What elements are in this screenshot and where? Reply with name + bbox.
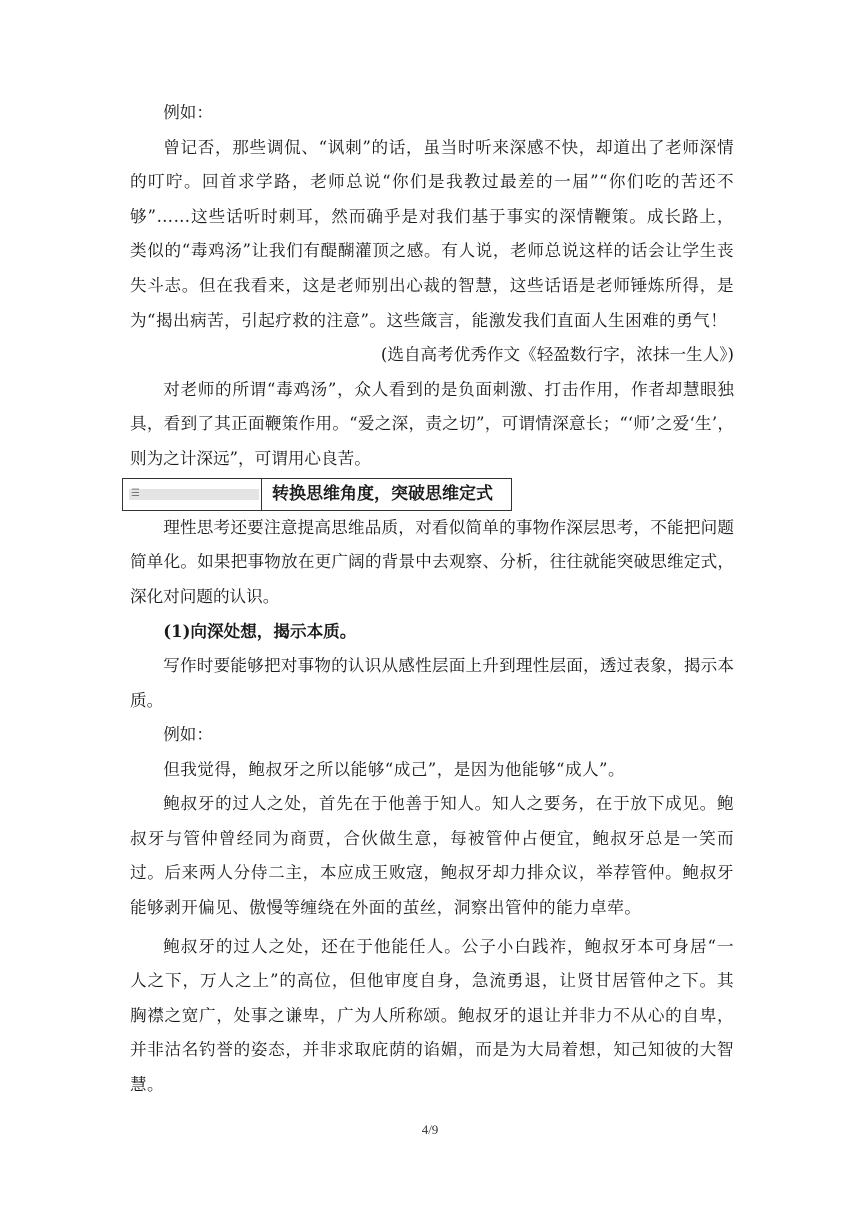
section-heading-box: [122, 478, 512, 511]
example-source: (选自高考优秀作文《轻盈数行字，浓抹一生人》): [380, 345, 734, 365]
example-label-2: 例如：: [163, 725, 213, 745]
commentary-paragraph: 对老师的所谓“毒鸡汤”，众人看到的是负面刺激、打击作用，作者却慧眼独具，看到了其正面鞭策作用。“爱之深，责之切”，可谓情深意长；“‘师’之爱‘生’，则为之计深远”，可谓用心良苦。: [130, 379, 734, 468]
section-tab: [123, 479, 262, 510]
section-title: 转换思维角度，突破思维定式: [272, 483, 493, 504]
list-icon: ☰: [131, 487, 140, 499]
point-heading-1: (1)向深处想，揭示本质。: [163, 621, 357, 642]
page-number: 4/9: [421, 1122, 439, 1137]
example-paragraph-2a: 但我觉得，鲍叔牙之所以能够“成己”，是因为他能够“成人”。: [163, 759, 626, 779]
example-paragraph-2c: 鲍叔牙的过人之处，还在于他能任人。公子小白践祚，鲍叔牙本可身居“一人之下，万人之上”的高位，但他审度自身，急流勇退，让贤甘居管仲之下。其胸襟之宽广，处事之谦卑，广为人所称颂。鲍叔牙的退让并非力不从心的自卑，并非沽名钓誉的姿态，并非求取庇荫的谄媚，而是为大局着想，知己知彼的大智慧。: [130, 936, 734, 1095]
example-label-1: 例如：: [163, 103, 213, 122]
section-tab-bar: [129, 489, 259, 500]
document-page: [130, 96, 734, 1103]
point-paragraph-1: 写作时要能够把对事物的认识从感性层面上升到理性层面，透过表象，揭示本质。: [130, 655, 734, 710]
intro-paragraph: 理性思考还要注意提高思维品质，对看似简单的事物作深层思考，不能把问题简单化。如果把事物放在更广阔的背景中去观察、分析，往往就能突破思维定式，深化对问题的认识。: [130, 517, 734, 606]
example-paragraph-2b: 鲍叔牙的过人之处，首先在于他善于知人。知人之要务，在于放下成见。鲍叔牙与管仲曾经同为商贾，合伙做生意，每被管仲占便宜，鲍叔牙总是一笑而过。后来两人分侍二主，本应成王败寇，鲍叔牙却力排众议，举荐管仲。鲍叔牙能够剥开偏见、傲慢等缠绕在外面的茧丝，洞察出管仲的能力卓荦。: [130, 794, 734, 918]
example-paragraph-1: 曾记否，那些调侃、“讽刺”的话，虽当时听来深感不快，却道出了老师深情的叮咛。回首求学路，老师总说“你们是我教过最差的一届”“你们吃的苦还不够”……这些话听时刺耳，然而确乎是对我们基于事实的深情鞭策。成长路上，类似的“毒鸡汤”让我们有醍醐灌顶之感。有人说，老师总说这样的话会让学生丧失斗志。但在我看来，这是老师别出心裁的智慧，这些话语是老师锤炼所得，是为“揭出病苦，引起疗救的注意”。这些箴言，能激发我们直面人生困难的勇气！: [130, 137, 734, 330]
